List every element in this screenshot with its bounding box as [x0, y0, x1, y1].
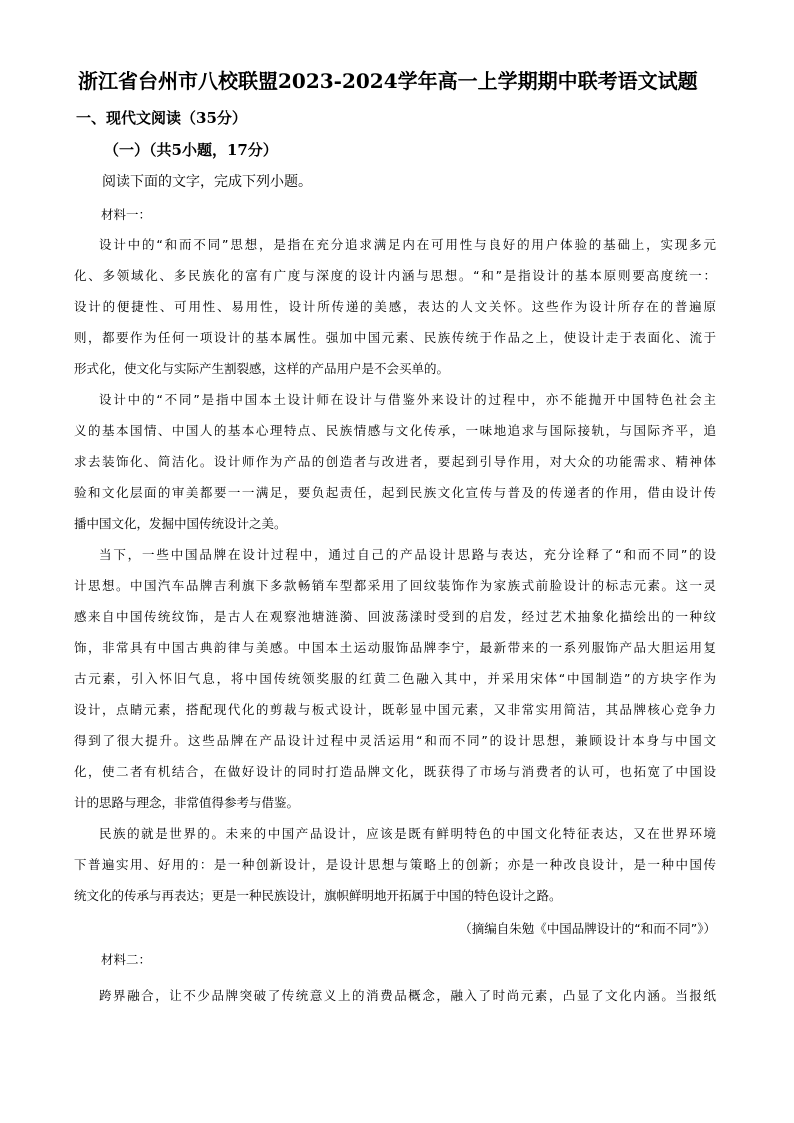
material1-source: （摘编自朱勉《中国品牌设计的“和而不同”》）: [459, 921, 716, 936]
text-line: 验和文化层面的审美都要一一满足，要负起责任，起到民族文化宣传与普及的传递者的作用，借由设计传: [74, 485, 716, 500]
text-line: 设计中的“和而不同”思想，是指在充分追求满足内在可用性与良好的用户体验的基础上，实现多元: [99, 237, 716, 252]
text-line: 下普遍实用、好用的：是一种创新设计，是设计思想与策略上的创新；亦是一种改良设计，是一种中国传: [74, 857, 716, 872]
text-line: 求去装饰化、简洁化。设计师作为产品的创造者与改进者，要起到引导作用，对大众的功能需求、精神体: [74, 454, 716, 469]
text-line: 则，都要作为任何一项设计的基本属性。强加中国元素、民族传统于作品之上，使设计走于表面化、流于: [74, 330, 716, 345]
text-line: 播中国文化，发掘中国传统设计之美。: [74, 516, 287, 531]
material1-body: [74, 229, 716, 911]
text-line: 计的思路与理念，非常值得参考与借鉴。: [74, 795, 300, 810]
material2-body: [74, 980, 716, 1011]
text-line: 化，使二者有机结合，在做好设计的同时打造品牌文化，既获得了市场与消费者的认可，也拓宽了中国设: [74, 764, 716, 779]
material2-label: 材料二：: [101, 952, 152, 967]
text-line: 设计的便捷性、可用性、易用性，设计所传递的美感，表达的人文关怀。这些作为设计所存在的普遍原: [74, 299, 716, 314]
text-line: 设计，点睛元素，搭配现代化的剪裁与板式设计，既彰显中国元素，又非常实用简洁，其品牌核心竞争力: [74, 702, 716, 717]
material1-label: 材料一：: [101, 207, 152, 222]
text-line: 义的基本国情、中国人的基本心理特点、民族情感与文化传承，一味地追求与国际接轨，与国际齐平，追: [74, 423, 716, 438]
text-line: 得到了很大提升。这些品牌在产品设计过程中灵活运用“和而不同”的设计思想，兼顾设计本身与中国文: [74, 733, 716, 748]
text-line: 当下，一些中国品牌在设计过程中，通过自己的产品设计思路与表达，充分诠释了“和而不同”的设: [99, 547, 716, 562]
text-line: 计思想。中国汽车品牌吉利旗下多款畅销车型都采用了回纹装饰作为家族式前脸设计的标志元素。这一灵: [74, 578, 716, 593]
text-line: 民族的就是世界的。未来的中国产品设计，应该是既有鲜明特色的中国文化特征表达，又在世界环境: [99, 826, 716, 841]
page-title: 浙江省台州市八校联盟2023-2024学年高一上学期期中联考语文试题: [78, 69, 698, 93]
text-line: 古元素，引入怀旧气息，将中国传统领奖服的红黄二色融入其中，并采用宋体“中国制造”的方块字作为: [74, 671, 716, 686]
text-line: 统文化的传承与再表达；更是一种民族设计，旗帜鲜明地开拓属于中国的特色设计之路。: [74, 888, 562, 903]
text-line: 化、多领域化、多民族化的富有广度与深度的设计内涵与思想。“和”是指设计的基本原则要高度统一：: [74, 268, 716, 283]
text-line: 饰，非常具有中国古典韵律与美感。中国本土运动服饰品牌李宁，最新带来的一系列服饰产品大胆运用复: [74, 640, 716, 655]
section-heading: 一、现代文阅读（35分）: [76, 109, 247, 127]
instruction-text: 阅读下面的文字，完成下列小题。: [102, 174, 312, 190]
text-line: 感来自中国传统纹饰，是古人在观察池塘涟漪、回波荡漾时受到的启发，经过艺术抽象化描绘出的一种纹: [74, 609, 716, 624]
sub-heading: （一）（共5小题，17分）: [104, 141, 278, 159]
text-line: 跨界融合，让不少品牌突破了传统意义上的消费品概念，融入了时尚元素，凸显了文化内涵。当报纸: [99, 988, 716, 1003]
text-line: 形式化，使文化与实际产生割裂感，这样的产品用户是不会买单的。: [74, 361, 450, 376]
text-line: 设计中的“不同”是指中国本土设计师在设计与借鉴外来设计的过程中，亦不能抛开中国特色社会主: [99, 392, 716, 407]
